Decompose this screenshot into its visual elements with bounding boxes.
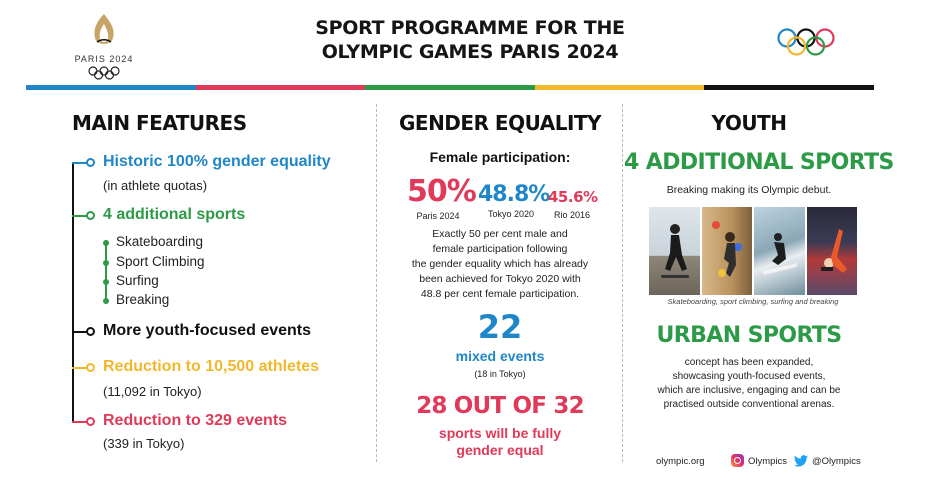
stat-rio-2016: 45.6% Rio 2016 <box>548 188 598 220</box>
instagram-icon[interactable] <box>731 454 744 467</box>
sports-photo-strip <box>649 207 857 295</box>
sports-gender-equal-number: 28 OUT OF 32 <box>416 393 584 419</box>
feature-reduction-events: Reduction to 329 events <box>103 412 288 429</box>
urban-sports-paragraph: concept has been expanded, showcasing youth-focused events, which are inclusive, engaging and can be practised outside conventional arenas. <box>657 357 841 410</box>
timeline-node <box>86 158 95 167</box>
photo-caption: Skateboarding, sport climbing, surfing and breaking <box>667 297 839 306</box>
bullet-dot <box>103 260 109 266</box>
column-divider <box>622 104 623 462</box>
feature-gender-equality-sub: (in athlete quotas) <box>103 178 208 193</box>
skateboarding-photo <box>649 207 700 295</box>
feature-reduction-athletes: Reduction to 10,500 athletes <box>103 358 320 375</box>
mixed-events-sub: (18 in Tokyo) <box>474 369 526 379</box>
instagram-handle[interactable]: Olympics <box>748 456 788 467</box>
main-features-heading: MAIN FEATURES <box>72 111 247 135</box>
additional-sports-heading: 4 ADDITIONAL SPORTS <box>624 150 894 175</box>
sport-item: Breaking <box>116 292 170 307</box>
sports-gender-equal-label: sports will be fully gender equal <box>438 425 562 458</box>
timeline-node <box>86 417 95 426</box>
sports-sub-line <box>105 240 107 300</box>
sport-climbing-photo <box>702 207 753 295</box>
feature-reduction-athletes-sub: (11,092 in Tokyo) <box>103 384 202 399</box>
feature-gender-equality: Historic 100% gender equality <box>103 153 331 170</box>
urban-sports-heading: URBAN SPORTS <box>656 323 842 348</box>
olympic-rings-icon <box>776 27 836 57</box>
timeline-node <box>86 327 95 336</box>
stat-paris-2024: 50% Paris 2024 <box>407 174 476 221</box>
sport-item: Sport Climbing <box>116 254 205 269</box>
stat-tokyo-2020: 48.8% Tokyo 2020 <box>478 182 550 219</box>
paris-flame-icon <box>87 12 121 52</box>
surfing-photo <box>754 207 805 295</box>
olympic-rings-small-icon <box>87 66 121 80</box>
timeline-node <box>86 211 95 220</box>
logo-text: PARIS 2024 <box>74 54 134 64</box>
mixed-events-label: mixed events <box>455 348 545 364</box>
twitter-icon[interactable] <box>794 455 808 467</box>
page-title: SPORT PROGRAMME FOR THE OLYMPIC GAMES PARIS 2024 <box>315 17 625 63</box>
bullet-dot <box>103 240 109 246</box>
gender-equality-paragraph: Exactly 50 per cent male and female participation following the gender equality which has already been achieved for Tokyo 2020 with 48.8 per cent female participation. <box>411 228 589 300</box>
twitter-handle[interactable]: @Olympics <box>812 456 861 467</box>
bullet-dot <box>103 279 109 285</box>
additional-sports-sub: Breaking making its Olympic debut. <box>666 184 832 196</box>
youth-heading: YOUTH <box>711 111 787 135</box>
feature-additional-sports: 4 additional sports <box>103 206 246 223</box>
feature-youth-events: More youth-focused events <box>103 322 312 339</box>
olympic-color-bar <box>26 85 874 90</box>
breaking-photo <box>807 207 858 295</box>
timeline-node <box>86 363 95 372</box>
gender-equality-heading: GENDER EQUALITY <box>398 111 602 135</box>
female-participation-label: Female participation: <box>429 149 571 165</box>
column-divider <box>376 104 377 462</box>
bullet-dot <box>103 298 109 304</box>
feature-reduction-events-sub: (339 in Tokyo) <box>103 436 185 451</box>
website-link[interactable]: olympic.org <box>656 456 705 467</box>
sport-item: Surfing <box>116 273 159 288</box>
mixed-events-number: 22 <box>477 308 523 346</box>
paris-2024-logo <box>66 12 142 80</box>
timeline-line <box>72 162 74 423</box>
sport-item: Skateboarding <box>116 234 204 249</box>
